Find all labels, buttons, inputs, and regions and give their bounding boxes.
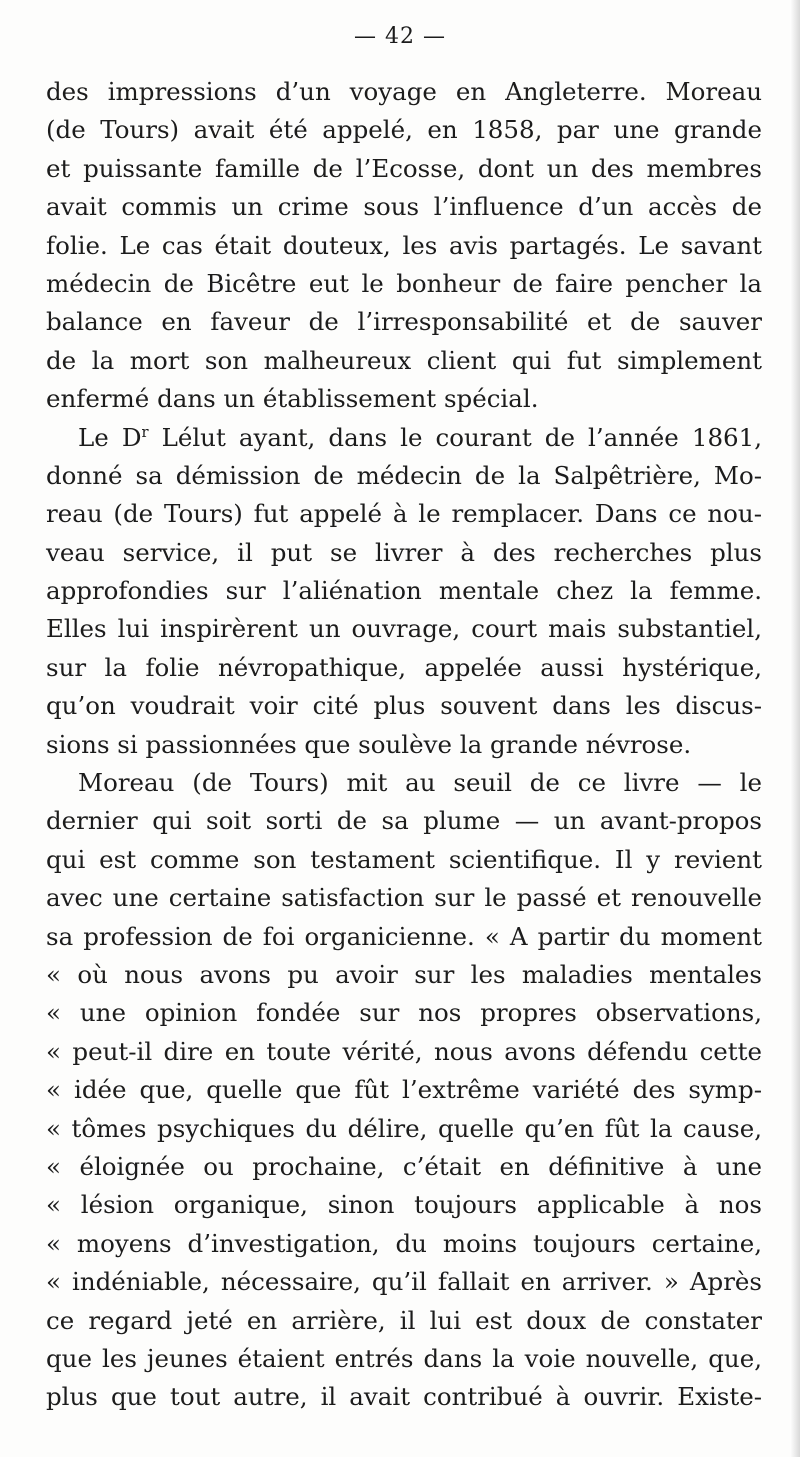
text-line: (de Tours) avait été appelé, en 1858, par une grande xyxy=(46,115,762,145)
text-line: « lésion organique, sinon toujours applicable à nos xyxy=(46,1190,762,1220)
text-line: qu’on voudrait voir cité plus souvent dans les discus- xyxy=(46,691,762,721)
text-line: veau service, il put se livrer à des recherches plus xyxy=(46,537,762,567)
text-line: balance en faveur de l’irresponsabilité et de sauver xyxy=(46,307,762,337)
text-line: « indéniable, nécessaire, qu’il fallait en arriver. » Après xyxy=(46,1267,762,1297)
text-line: Le $D^r$ Lélut ayant, dans le courant de l’année 1861, xyxy=(78,422,762,452)
text-line: « tômes psychiques du délire, quelle qu’en fût la cause, xyxy=(46,1113,762,1143)
text-line: des impressions d’un voyage en Angleterre. Moreau xyxy=(46,77,762,106)
text-line: plus que tout autre, il avait contribué à ouvrir. Existe- xyxy=(46,1382,762,1412)
text-line: sions si passionnées que soulève la grande névrose. xyxy=(46,729,692,759)
text-line: que les jeunes étaient entrés dans la voie nouvelle, que, xyxy=(46,1343,762,1373)
text-line: avec une certaine satisfaction sur le passé et renouvelle xyxy=(46,883,762,913)
text-line: « où nous avons pu avoir sur les maladies mentales xyxy=(46,959,762,989)
text-line: et puissante famille de l’Ecosse, dont un des membres xyxy=(46,153,762,183)
text-line: avait commis un crime sous l’influence d’un accès de xyxy=(46,192,762,222)
text-line: donné sa démission de médecin de la Salpêtrière, Mo- xyxy=(46,460,762,490)
body-text xyxy=(46,73,762,1417)
text-line: « peut-il dire en toute vérité, nous avons défendu cette xyxy=(46,1036,762,1066)
text-line: approfondies sur l’aliénation mentale chez la femme. xyxy=(46,576,762,606)
text-line: « éloignée ou prochaine, c’était en définitive à une xyxy=(46,1151,762,1181)
text-line: sur la folie névropathique, appelée aussi hystérique, xyxy=(46,652,762,682)
text-line: ce regard jeté en arrière, il lui est doux de constater xyxy=(46,1305,762,1335)
text-line: « une opinion fondée sur nos propres observations, xyxy=(46,998,762,1028)
text-line: « idée que, quelle que fût l’extrême variété des symp- xyxy=(46,1075,762,1105)
text-line: Moreau (de Tours) mit au seuil de ce livre — le xyxy=(78,768,762,798)
superscript: r xyxy=(141,423,149,441)
text-line: Elles lui inspirèrent un ouvrage, court mais substantiel, xyxy=(46,614,762,644)
page-number: — 42 — xyxy=(354,24,446,49)
text-line: de la mort son malheureux client qui fut simplement xyxy=(46,345,762,375)
text-line: sa profession de foi organicienne. « A partir du moment xyxy=(46,921,762,951)
text-line: « moyens d’investigation, du moins toujours certaine, xyxy=(46,1228,762,1258)
text-line: qui est comme son testament scientifique. Il y revient xyxy=(46,844,762,874)
text-line: dernier qui soit sorti de sa plume — un avant-propos xyxy=(46,806,762,836)
text-line: reau (de Tours) fut appelé à le remplacer. Dans ce nou- xyxy=(46,499,762,529)
page-edge-shadow xyxy=(790,0,800,1457)
text-line: enfermé dans un établissement spécial. xyxy=(46,384,539,414)
text-line: médecin de Bicêtre eut le bonheur de faire pencher la xyxy=(46,268,762,298)
text-line: folie. Le cas était douteux, les avis partagés. Le savant xyxy=(46,230,762,260)
